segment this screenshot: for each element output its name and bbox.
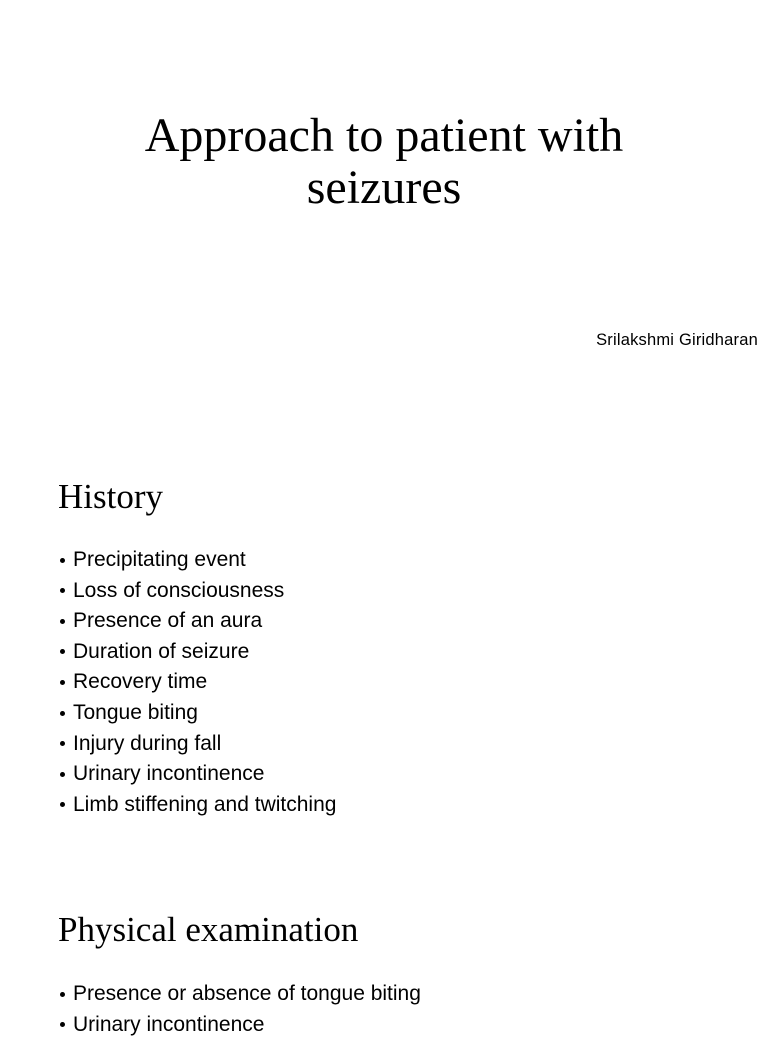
list-item: Duration of seizure (58, 637, 336, 668)
list-item: Loss of consciousness (58, 576, 336, 607)
list-item: Urinary incontinence (58, 1010, 421, 1040)
bullet-list (58, 545, 336, 820)
slide-heading: Physical examination (58, 910, 359, 949)
list-item: Urinary incontinence (58, 759, 336, 790)
presentation-title (0, 110, 768, 214)
list-item: Presence or absence of tongue biting (58, 979, 421, 1010)
list-item: Tongue biting (58, 698, 336, 729)
list-item: Injury during fall (58, 729, 336, 760)
bullet-list (58, 979, 421, 1040)
list-item: Recovery time (58, 667, 336, 698)
title-line-1: Approach to patient with (144, 109, 624, 162)
author-name: Srilakshmi Giridharan (596, 331, 758, 349)
list-item: Precipitating event (58, 545, 336, 576)
list-item: Limb stiffening and twitching (58, 790, 336, 821)
slide-heading: History (58, 477, 163, 516)
list-item: Presence of an aura (58, 606, 336, 637)
title-line-2: seizures (306, 161, 462, 214)
